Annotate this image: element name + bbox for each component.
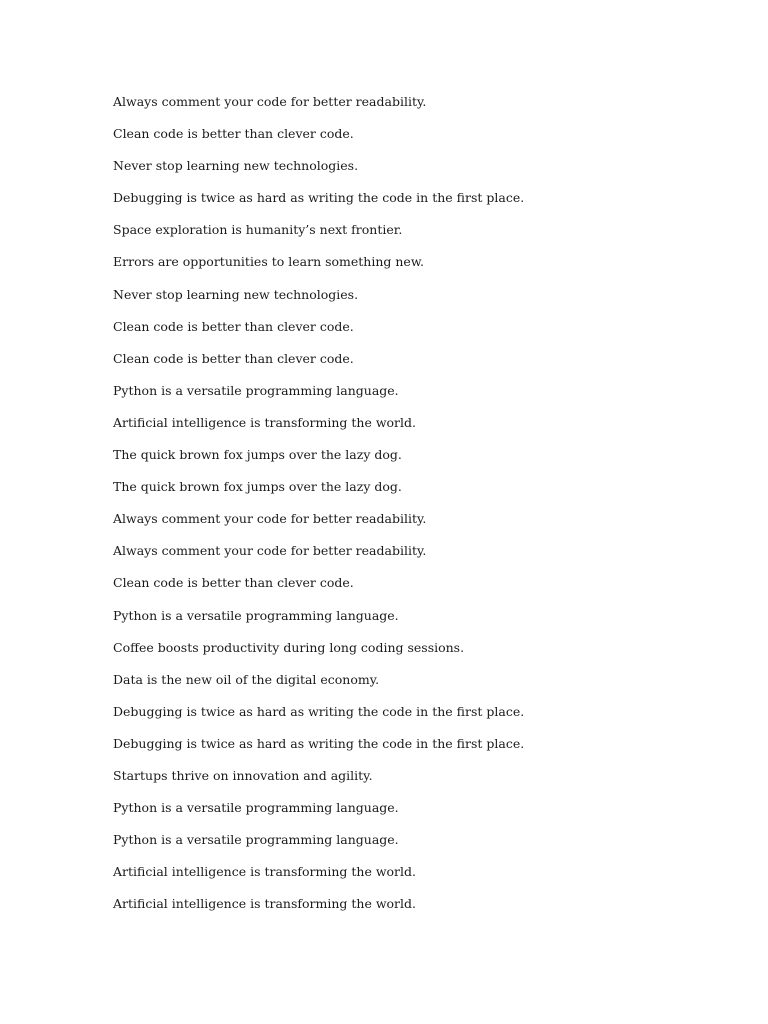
text-line: Always comment your code for better readability. [113, 511, 427, 527]
text-line: Artificial intelligence is transforming the world. [113, 896, 416, 912]
text-line: Clean code is better than clever code. [113, 126, 354, 142]
text-line: Clean code is better than clever code. [113, 318, 354, 334]
text-line: Debugging is twice as hard as writing the code in the first place. [113, 735, 525, 751]
text-line: Always comment your code for better readability. [113, 94, 427, 109]
text-line: Never stop learning new technologies. [113, 286, 359, 302]
text-line: Python is a versatile programming language. [113, 800, 399, 816]
text-line: Python is a versatile programming language. [113, 607, 399, 623]
text-line: Startups thrive on innovation and agility. [113, 767, 373, 783]
document-body [113, 92, 673, 926]
text-line: The quick brown fox jumps over the lazy dog. [113, 447, 402, 463]
text-line: Python is a versatile programming language. [113, 832, 399, 848]
text-line: Debugging is twice as hard as writing the code in the first place. [113, 703, 525, 719]
text-line: Never stop learning new technologies. [113, 158, 359, 174]
text-line: Errors are opportunities to learn something new. [113, 254, 425, 270]
text-line: Clean code is better than clever code. [113, 575, 354, 591]
text-line: Always comment your code for better readability. [113, 543, 427, 559]
text-line: The quick brown fox jumps over the lazy dog. [113, 479, 402, 495]
text-line: Clean code is better than clever code. [113, 350, 354, 366]
text-line: Artificial intelligence is transforming the world. [113, 414, 416, 430]
text-line: Artificial intelligence is transforming the world. [113, 864, 416, 880]
text-line: Python is a versatile programming language. [113, 382, 399, 398]
text-line: Space exploration is humanity’s next frontier. [113, 222, 403, 238]
text-line: Data is the new oil of the digital economy. [113, 671, 380, 687]
text-line: Coffee boosts productivity during long coding sessions. [113, 639, 465, 655]
text-line: Debugging is twice as hard as writing the code in the first place. [113, 190, 525, 206]
